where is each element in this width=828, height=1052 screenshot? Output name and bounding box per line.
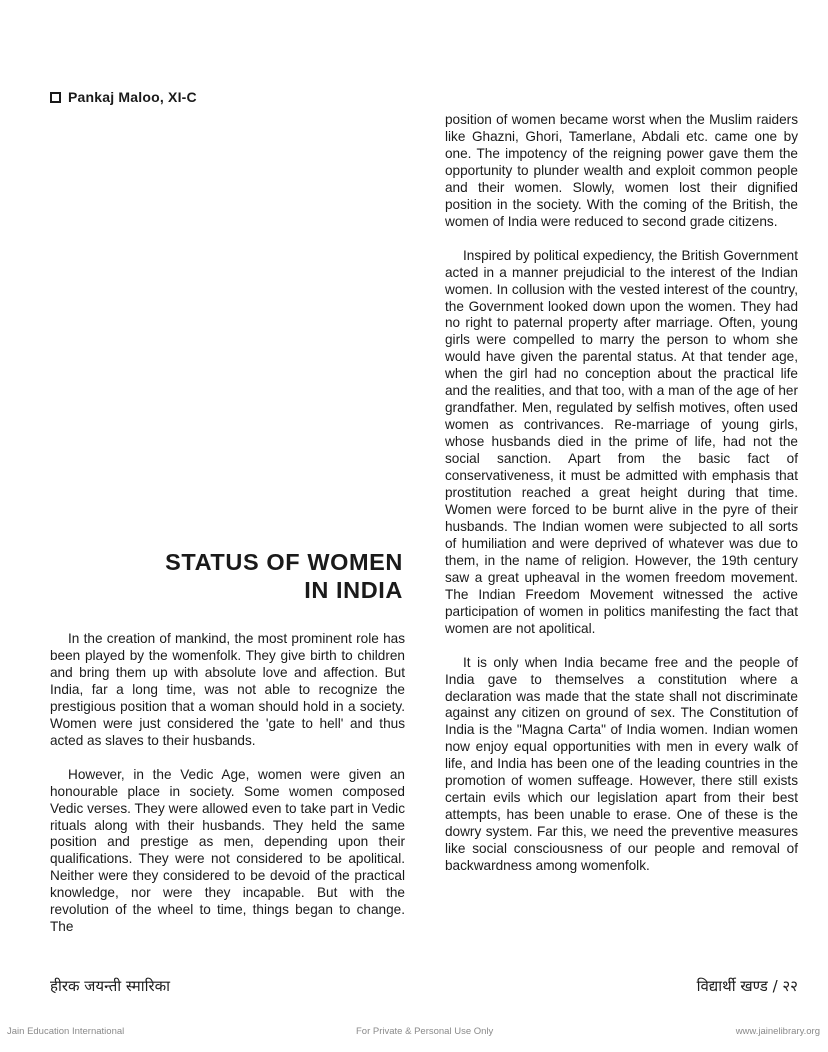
title-line-1: STATUS OF WOMEN [165,549,403,575]
credit-left: Jain Education International [7,1026,125,1037]
credit-right: www.jainelibrary.org [735,1026,820,1037]
author-byline [50,89,197,105]
right-column [445,112,798,875]
title-line-2: IN INDIA [304,577,403,603]
author-name: Pankaj Maloo, XI-C [68,89,197,105]
left-column [50,631,405,936]
paragraph: It is only when India became free and the people of India gave to themselves a constitution where a declaration was made that the state shall not discriminate against any citizen on ground of sex. The Constitution of India is the "Magna Carta" of India women. Indian women now enjoy equal opportunities with men in every walk of life, and India has been one of the leading countries in the promotion of women suffeage. However, there still exists certain evils which our legislation apart from their best attempts, has been unable to erase. One of these is the dowry system. Far this, we need the preventive measures like social consciousness of our people and removal of backwardness among womenfolk. [445,654,798,874]
paragraph: position of women became worst when the Muslim raiders like Ghazni, Ghori, Tamerlane, Abdali etc. came one by one. The impotency of the reigning power gave them the opportunity to plunder wealth and exploit common people and their women. Slowly, women lost their dignified position in the society. With the coming of the British, the women of India were reduced to second grade citizens. [445,112,798,229]
credit-center: For Private & Personal Use Only [356,1026,494,1037]
footer-left: हीरक जयन्ती स्मारिका [50,977,171,995]
paragraph: However, in the Vedic Age, women were given an honourable place in society. Some women composed Vedic verses. They were allowed even to take part in Vedic rituals along with their husbands. They held the same position and prestige as men, depending upon their qualifications. They were not considered to be apolitical. Neither were they considered to be devoid of the practical knowledge, nor were they incapable. But with the revolution of the wheel to time, things began to change. The [50,766,405,935]
paragraph: In the creation of mankind, the most prominent role has been played by the womenfolk. They give birth to children and bring them up with absolute love and affection. But India, far a long time, was not able to recognize the prestigious position that a woman should hold in a society. Women were just considered the 'gate to hell' and thus acted as slaves to their husbands. [50,631,405,748]
checkbox-icon [50,92,61,103]
paragraph: Inspired by political expediency, the British Government acted in a manner prejudicial to the interest of the Indian women. In collusion with the vested interest of the country, the Government looked down upon the women. They had no right to paternal property after marriage. Often, young girls were compelled to marry the person to whom she would have given the parental status. At that tender age, when the girl had no conception about the practical life and the realities, and that too, with a man of the age of her grandfather. Men, regulated by selfish motives, often used women as contrivances. Re-marriage of young girls, whose husbands died in the prime of life, had not the social sanction. Apart from the basic fact of conservativeness, it must be admitted with emphasis that prostitution reached a great height during that time. Women were forced to be burnt alive in the pyre of their husbands. The Indian women were subjected to all sorts of humiliation and were deprived of whatever was due to them, in the name of religion. However, the 19th century saw a great upheaval in the women freedom movement. The Indian Freedom Movement witnessed the active participation of women in politics manifesting the fact that women are not apolitical. [445,247,798,636]
footer-right: विद्यार्थी खण्ड / २२ [696,977,798,995]
article-title [165,548,403,604]
